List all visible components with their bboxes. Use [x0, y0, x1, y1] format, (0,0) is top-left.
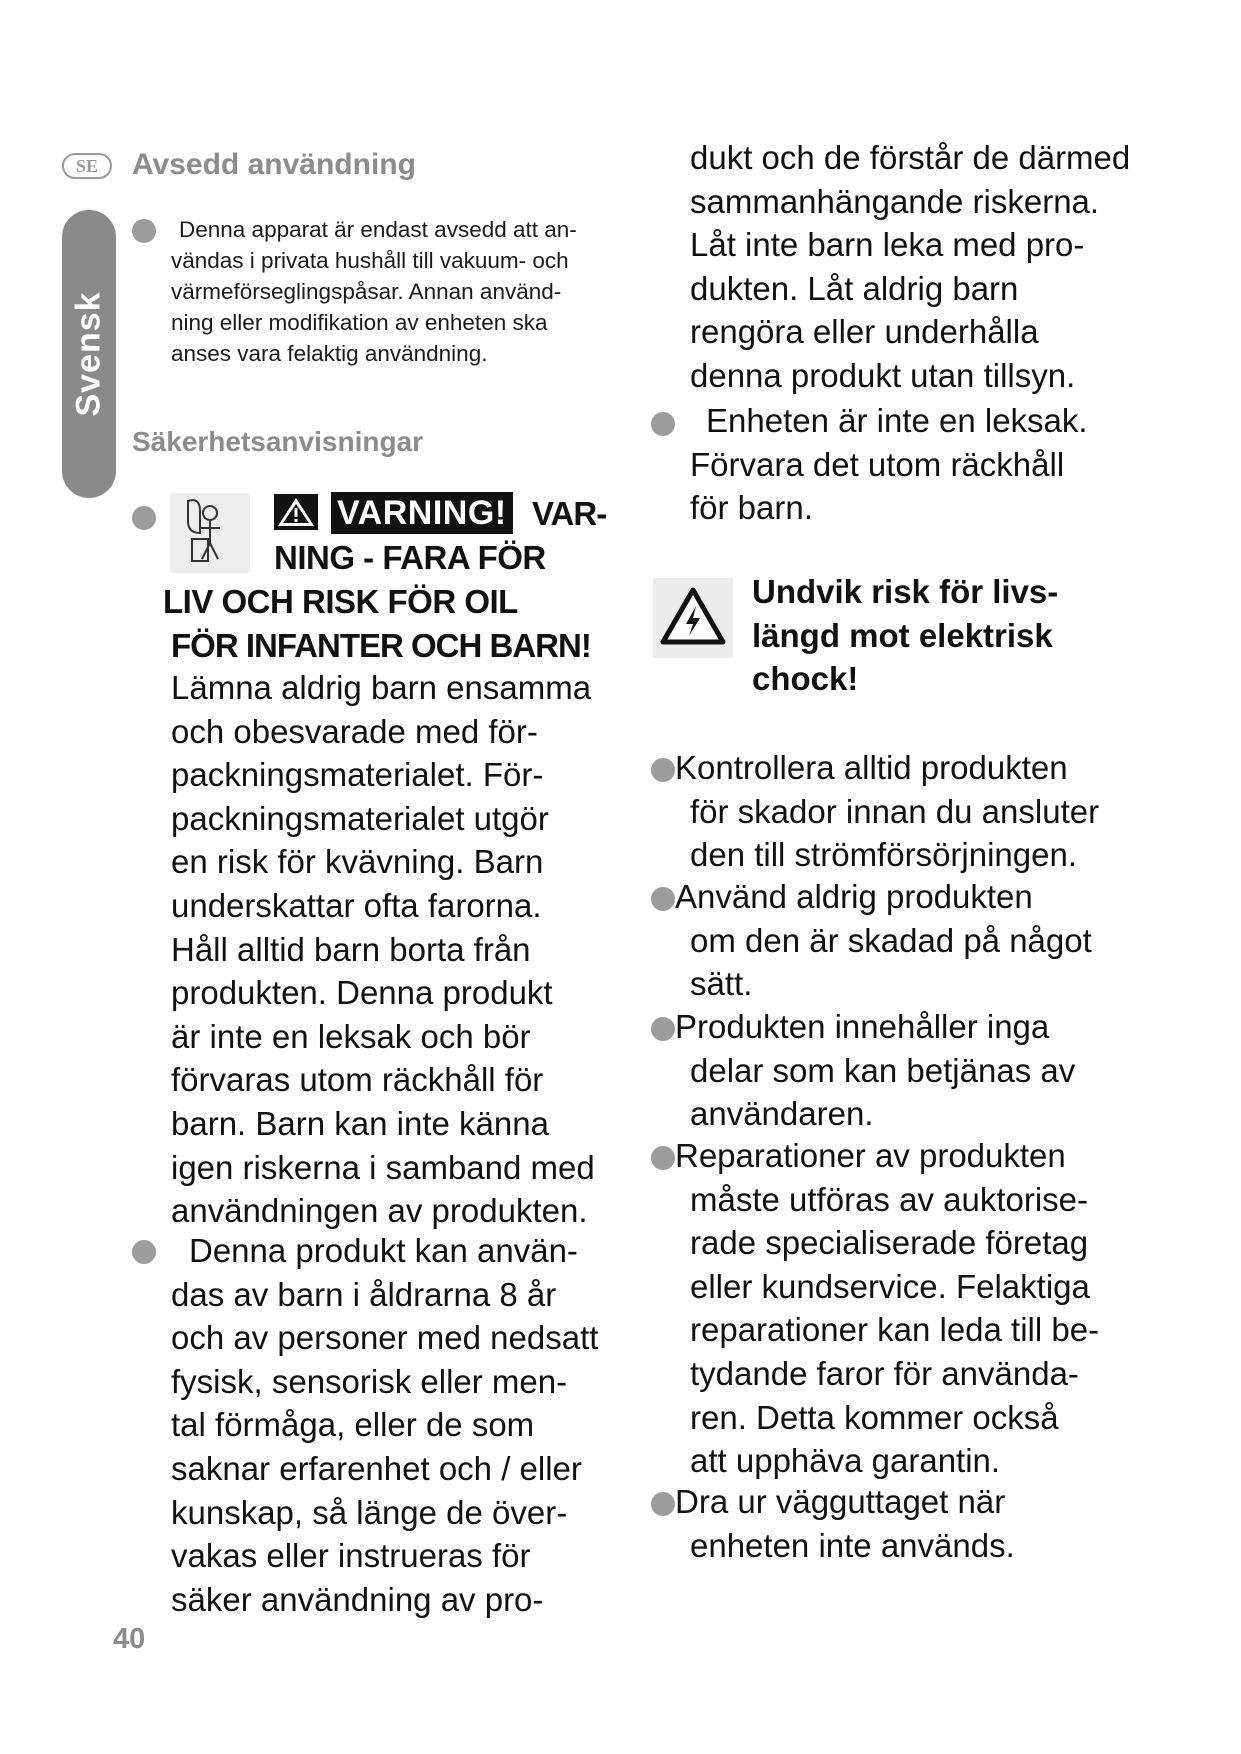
text-line: förvaras utom räckhåll för	[171, 1061, 544, 1099]
text-line: för skador innan du ansluter	[690, 792, 1100, 830]
text-line: ren. Detta kommer också	[690, 1398, 1059, 1436]
text-line: chock!	[752, 660, 859, 698]
text-line: vakas eller instrueras för	[171, 1537, 531, 1575]
warning-title-line: FÖR INFANTER OCH BARN!	[171, 627, 591, 664]
text-line: vändas i privata hushåll till vakuum- och	[171, 248, 569, 273]
text-line: packningsmaterialet. För-	[171, 756, 544, 794]
bullet-icon	[132, 506, 156, 530]
text-line: värmeförseglingspåsar. Annan använd-	[171, 279, 562, 304]
text-line: om den är skadad på något	[690, 921, 1092, 959]
text-line: är inte en leksak och bör	[171, 1017, 531, 1055]
text-line: måste utföras av auktorise-	[690, 1180, 1088, 1218]
text-line: sätt.	[690, 965, 753, 1003]
text-line: säker användning av pro-	[171, 1580, 544, 1618]
text-line: Använd aldrig produkten	[675, 878, 1033, 915]
toy-warning-text	[690, 399, 1160, 530]
text-line: eller kundservice. Felaktiga	[690, 1267, 1090, 1305]
section-heading-intended-use: Avsedd användning	[132, 148, 416, 181]
language-side-tab	[62, 210, 116, 498]
text-line: Denna produkt kan använ-	[189, 1232, 578, 1269]
text-line: Undvik risk för livs-	[752, 573, 1059, 610]
text-line: och av personer med nedsatt	[171, 1319, 599, 1357]
text-line: Lämna aldrig barn ensamma	[171, 669, 592, 706]
list-item	[675, 1480, 1175, 1567]
text-line: användaren.	[690, 1095, 874, 1133]
bullet-icon	[651, 1017, 675, 1041]
section-heading-safety: Säkerhetsanvisningar	[132, 426, 424, 457]
text-line: en risk för kvävning. Barn	[171, 843, 544, 881]
text-line: dukten. Låt aldrig barn	[690, 269, 1019, 307]
electric-shock-warning-icon	[653, 578, 733, 658]
warning-triangle-icon	[274, 494, 318, 530]
page-number: 40	[113, 1623, 146, 1655]
continuation-text	[690, 136, 1160, 398]
text-line: att upphäva garantin.	[690, 1442, 1001, 1480]
text-line: Låt inte barn leka med pro-	[690, 226, 1085, 264]
text-line: Denna apparat är endast avsedd att an-	[179, 217, 577, 242]
text-line: Produkten innehåller inga	[675, 1008, 1050, 1045]
text-line: igen riskerna i samband med	[171, 1148, 595, 1186]
text-line: tydande faror för använda-	[690, 1354, 1079, 1392]
text-line: sammanhängande riskerna.	[690, 182, 1100, 220]
text-line: barn. Barn kan inte känna	[171, 1104, 549, 1142]
text-line: Enheten är inte en leksak.	[706, 402, 1088, 439]
warning-title-line: VAR-	[532, 495, 607, 532]
child-with-bag-icon	[170, 493, 250, 573]
text-line: Håll alltid barn borta från	[171, 930, 531, 968]
language-badge: SE	[62, 153, 112, 179]
bullet-icon	[651, 412, 675, 436]
text-line: användningen av produkten.	[171, 1192, 588, 1230]
text-line: saknar erfarenhet och / eller	[171, 1449, 582, 1487]
text-line: ning eller modifikation av enheten ska	[171, 310, 548, 335]
text-line: rengöra eller underhålla	[690, 313, 1039, 351]
list-item	[675, 1134, 1175, 1483]
warning-body	[171, 666, 641, 1233]
text-line: längd mot elektrisk	[752, 616, 1053, 654]
text-line: fysisk, sensorisk eller men-	[171, 1362, 568, 1400]
text-line: Kontrollera alltid produkten	[675, 749, 1068, 786]
text-line: kunskap, så länge de över-	[171, 1493, 568, 1531]
text-line: och obesvarade med för-	[171, 712, 538, 750]
bullet-icon	[651, 887, 675, 911]
text-line: reparationer kan leda till be-	[690, 1311, 1100, 1349]
list-item	[675, 875, 1175, 1006]
text-line: rade specialiserade företag	[690, 1224, 1089, 1262]
text-line: underskattar ofta farorna.	[171, 886, 542, 924]
intended-use-text	[171, 214, 631, 369]
warning-title-line: NING - FARA FÖR	[274, 539, 546, 576]
bullet-icon	[651, 758, 675, 782]
text-line: denna produkt utan tillsyn.	[690, 356, 1076, 394]
text-line: delar som kan betjänas av	[690, 1051, 1076, 1089]
text-line: enheten inte används.	[690, 1526, 1015, 1564]
text-line: Dra ur vägguttaget när	[675, 1483, 1006, 1520]
text-line: dukt och de förstår de därmed	[690, 139, 1131, 176]
bullet-icon	[651, 1146, 675, 1170]
text-line: produkten. Denna produkt	[171, 974, 553, 1012]
list-item	[675, 746, 1175, 877]
text-line: Reparationer av produkten	[675, 1137, 1066, 1174]
bullet-icon	[132, 219, 156, 243]
bullet-icon	[132, 1240, 156, 1264]
text-line: anses vara felaktig användning.	[171, 341, 488, 366]
text-line: tal förmåga, eller de som	[171, 1406, 535, 1444]
warning-badge: VARNING!	[331, 492, 513, 534]
text-line: den till strömförsörjningen.	[690, 836, 1078, 874]
shock-warning-title	[752, 570, 1172, 701]
side-tab-label: Svensk	[69, 291, 108, 417]
list-item	[675, 1005, 1175, 1136]
bullet-icon	[651, 1492, 675, 1516]
text-line: för barn.	[690, 489, 813, 527]
text-line: Förvara det utom räckhåll	[690, 445, 1065, 483]
text-line: packningsmaterialet utgör	[171, 799, 549, 837]
text-line: das av barn i åldrarna 8 år	[171, 1275, 557, 1313]
warning-title-line: LIV OCH RISK FÖR OIL	[163, 583, 518, 620]
children-use-text	[171, 1229, 641, 1621]
